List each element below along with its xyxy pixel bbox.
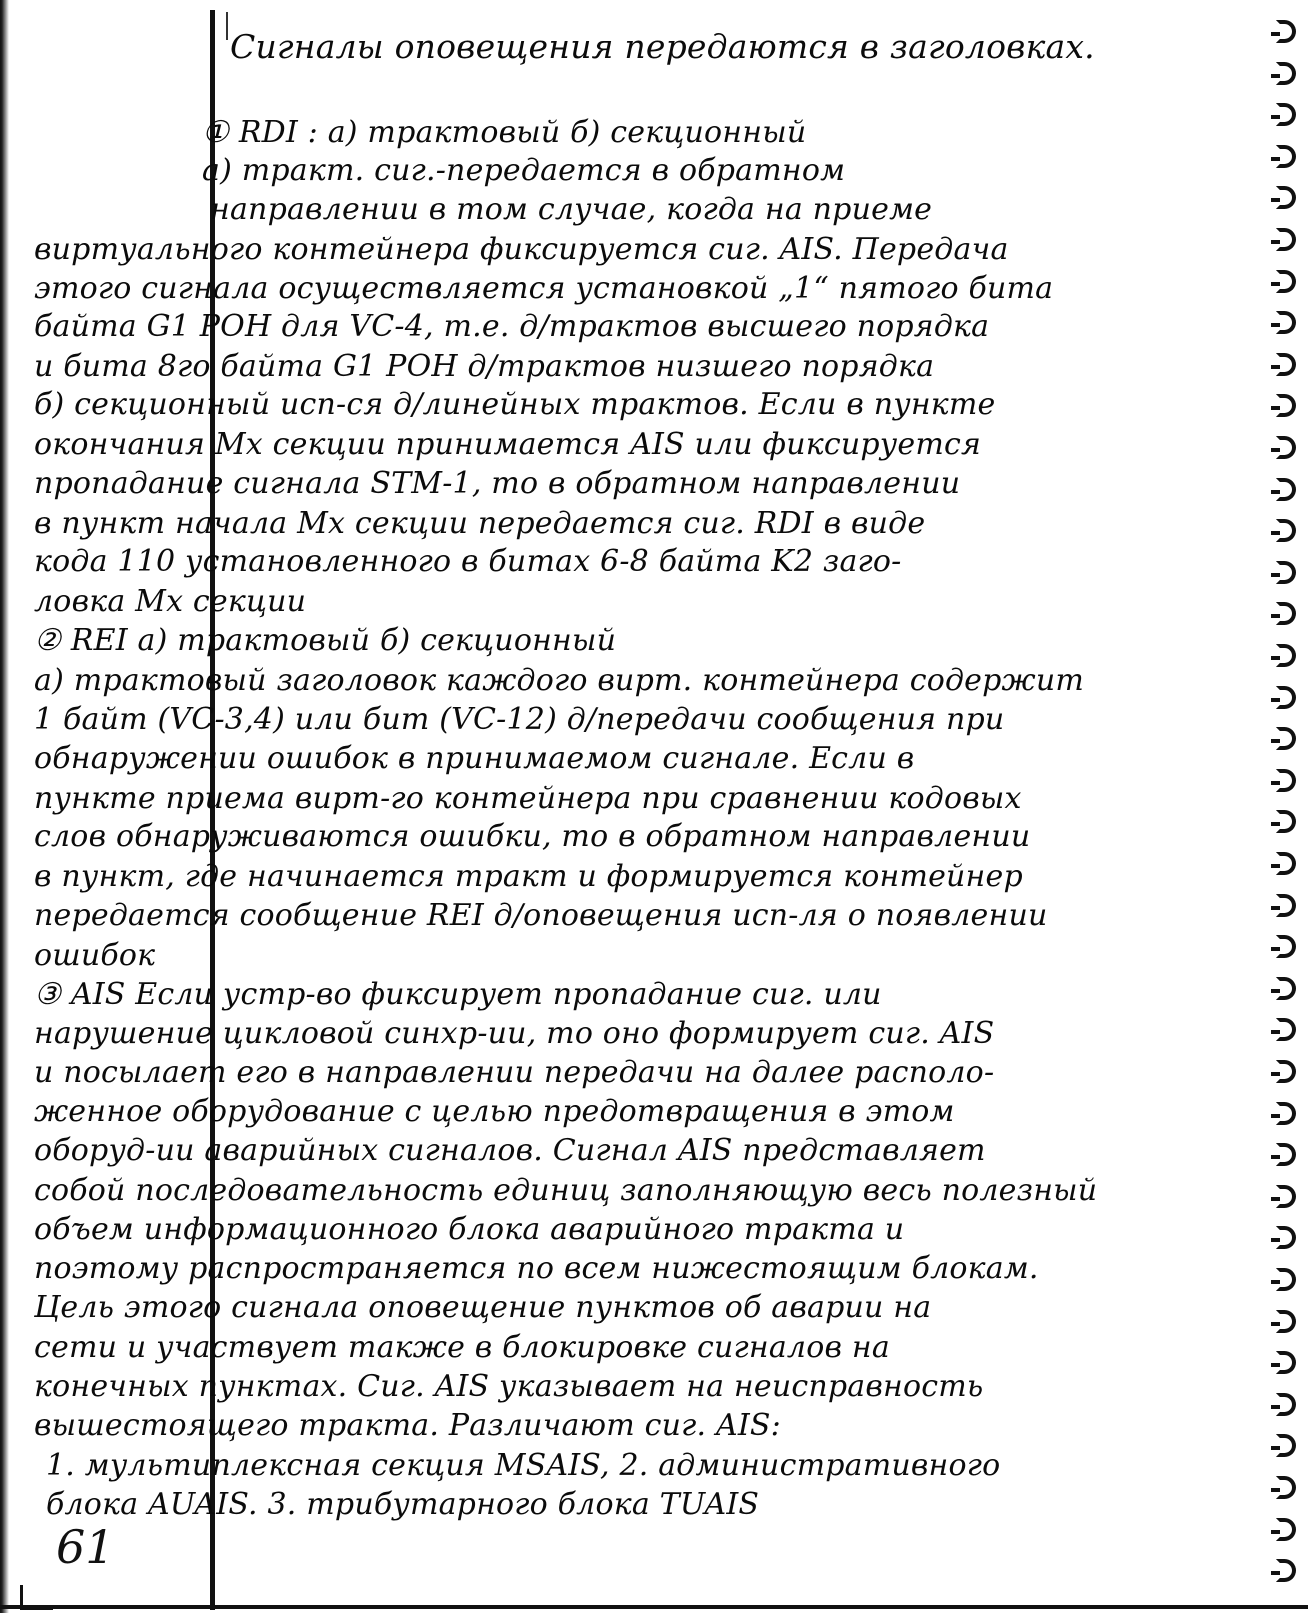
text-line: 1. мультиплексная секция MSAIS, 2. административного — [46, 1448, 1001, 1483]
text-line: конечных пунктах. Сиг. AIS указывает на неисправность — [34, 1369, 984, 1404]
spiral-ring — [1276, 20, 1296, 43]
text-line: слов обнаруживаются ошибки, то в обратном направлении — [34, 819, 1031, 854]
spiral-ring — [1276, 1434, 1296, 1457]
spiral-ring — [1276, 1018, 1296, 1041]
spiral-ring — [1276, 935, 1296, 958]
text-line: вышестоящего тракта. Различают сиг. AIS: — [34, 1408, 781, 1443]
page-left-edge — [0, 0, 16, 1613]
text-line: нарушение цикловой синхр-ии, то оно формирует сиг. AIS — [34, 1016, 995, 1051]
spiral-ring — [1276, 145, 1296, 168]
spiral-ring — [1276, 1102, 1296, 1125]
text-line: ошибок — [34, 938, 156, 973]
text-line: объем информационного блока аварийного тракта и — [34, 1212, 905, 1247]
spiral-ring — [1276, 228, 1296, 251]
page-number: 61 — [56, 1520, 115, 1574]
text-line: пункте приема вирт-го контейнера при сравнении кодовых — [34, 781, 1022, 816]
spiral-ring — [1276, 353, 1296, 376]
text-line: виртуального контейнера фиксируется сиг. AIS. Передача — [34, 232, 1009, 267]
spiral-ring — [1276, 852, 1296, 875]
spiral-ring — [1276, 1060, 1296, 1083]
spiral-ring — [1276, 686, 1296, 709]
spiral-ring — [1276, 727, 1296, 750]
spiral-ring — [1276, 1226, 1296, 1249]
spiral-ring — [1276, 394, 1296, 417]
text-line: передается сообщение REI д/оповещения исп-ля о появлении — [34, 898, 1048, 933]
corner-mark — [20, 1585, 53, 1610]
page-bottom-edge — [0, 1605, 1308, 1609]
page-title: Сигналы оповещения передаются в заголовках. — [230, 27, 1095, 66]
text-line: 1 байт (VC-3,4) или бит (VC-12) д/передачи сообщения при — [34, 702, 1005, 737]
spiral-ring — [1276, 1310, 1296, 1333]
text-line: ловка Мх секции — [34, 584, 307, 619]
spiral-ring — [1276, 1143, 1296, 1166]
spiral-ring — [1276, 436, 1296, 459]
spiral-ring — [1276, 62, 1296, 85]
margin-tick — [226, 12, 228, 40]
spiral-ring — [1276, 103, 1296, 126]
spiral-ring — [1276, 311, 1296, 334]
spiral-ring — [1276, 561, 1296, 584]
spiral-ring — [1276, 270, 1296, 293]
spiral-ring — [1276, 1518, 1296, 1541]
text-line: обнаружении ошибок в принимаемом сигнале. Если в — [34, 741, 915, 776]
text-line: окончания Мх секции принимается AIS или фиксируется — [34, 427, 982, 462]
text-line: сети и участвует также в блокировке сигналов на — [34, 1330, 890, 1365]
section-heading: ② REI а) трактовый б) секционный — [34, 623, 617, 658]
text-line: женное оборудование с целью предотвращения в этом — [34, 1094, 955, 1129]
section-heading: ③ AIS Если устр-во фиксирует пропадание сиг. или — [34, 977, 882, 1012]
text-line: в пункт, где начинается тракт и формируется контейнер — [34, 859, 1023, 894]
text-line: б) секционный исп-ся д/линейных трактов. Если в пункте — [34, 387, 996, 422]
spiral-ring — [1276, 894, 1296, 917]
spiral-ring — [1276, 1268, 1296, 1291]
text-line: поэтому распространяется по всем нижестоящим блокам. — [34, 1251, 1039, 1286]
spiral-ring — [1276, 1559, 1296, 1582]
text-line: пропадание сигнала STM-1, то в обратном направлении — [34, 466, 961, 501]
spiral-ring — [1276, 769, 1296, 792]
spiral-ring — [1276, 1393, 1296, 1416]
text-line: а) тракт. сиг.-передается в обратном — [202, 153, 846, 188]
spiral-ring — [1276, 519, 1296, 542]
text-line: Цель этого сигнала оповещение пунктов об аварии на — [34, 1290, 932, 1325]
text-line: собой последовательность единиц заполняющую весь полезный — [34, 1173, 1098, 1208]
text-line: ① RDI : а) трактовый б) секционный — [202, 115, 807, 150]
spiral-ring — [1276, 1185, 1296, 1208]
spiral-ring — [1276, 478, 1296, 501]
spiral-ring — [1276, 810, 1296, 833]
text-line: в пункт начала Мх секции передается сиг. RDI в виде — [34, 506, 926, 541]
spiral-ring — [1276, 1351, 1296, 1374]
text-line: блока AUAIS. 3. трибутарного блока TUAIS — [46, 1487, 760, 1522]
text-line: и посылает его в направлении передачи на далее располо- — [34, 1055, 995, 1090]
text-line: кода 110 установленного в битах 6-8 байта K2 заго- — [34, 544, 902, 579]
spiral-ring — [1276, 602, 1296, 625]
text-line: направлении в том случае, когда на приеме — [210, 192, 933, 227]
spiral-binding — [1266, 20, 1302, 1610]
text-line: оборуд-ии аварийных сигналов. Сигнал AIS представляет — [34, 1133, 986, 1168]
text-line: и бита 8го байта G1 POH д/трактов низшего порядка — [34, 349, 935, 384]
text-line: а) трактовый заголовок каждого вирт. контейнера содержит — [34, 663, 1084, 698]
spiral-ring — [1276, 186, 1296, 209]
spiral-ring — [1276, 1476, 1296, 1499]
text-line: байта G1 POH для VC-4, т.е. д/трактов высшего порядка — [34, 309, 990, 344]
spiral-ring — [1276, 644, 1296, 667]
spiral-ring — [1276, 977, 1296, 1000]
text-line: этого сигнала осуществляется установкой „1“ пятого бита — [34, 271, 1054, 306]
